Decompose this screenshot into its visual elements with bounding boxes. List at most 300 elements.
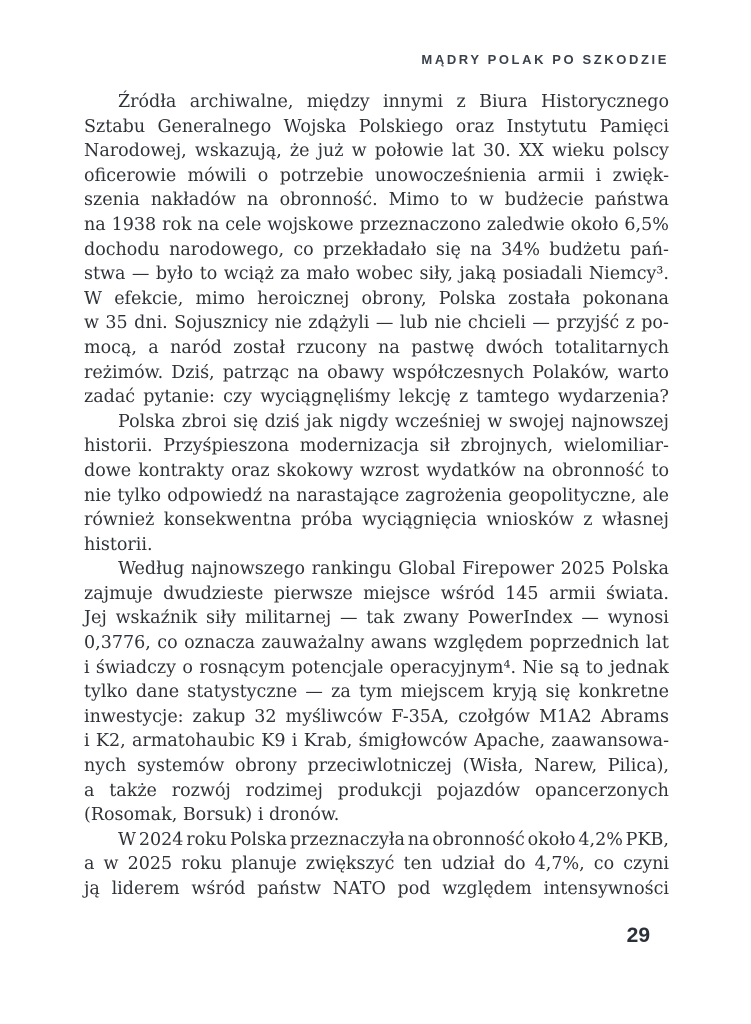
word: wyciągnięcia [361,510,477,531]
word: a [84,780,95,801]
word: ją [84,879,100,899]
word: Mimo [388,190,440,211]
word: na [268,485,291,506]
word: — [131,264,150,285]
word: co [293,239,314,260]
word: Dziś, [171,362,215,383]
text-line [84,877,669,902]
word: Global [398,559,456,580]
word: rok [162,214,192,235]
word: na [378,337,400,358]
text-line [84,828,669,853]
word: Jej [84,608,107,629]
word: nie [434,313,462,334]
word: to [651,460,669,481]
word: było [155,264,194,285]
word: roku [181,854,223,875]
word: siły, [419,264,453,285]
word: geopolityczne, [508,485,637,506]
word: połowie [374,141,444,162]
word: o [257,165,269,186]
text-line [84,656,669,681]
word: totalitarnych [554,337,669,358]
text-line [84,852,669,877]
text-line [84,361,669,386]
body-text [84,90,669,902]
word: Polska [611,559,669,580]
word: narodowego, [169,239,285,260]
word: z [625,313,635,334]
word: obrony, [361,288,427,309]
text-line [84,90,669,115]
word: (Wisła, [462,756,524,777]
word: w [103,854,119,875]
text-line [84,287,669,312]
word: około [527,829,576,850]
text-line [84,508,669,533]
word: posiadali [502,264,583,285]
word: K9 [261,731,286,752]
word: i [595,165,602,186]
word: 1938 [111,214,157,235]
word: pojazdów [436,780,521,801]
word: wskazują, [194,141,282,162]
word: nie [274,313,302,334]
word: konsekwentna [163,510,292,531]
word: na [246,190,269,211]
word: jaką [459,264,497,285]
word: co [593,854,615,875]
word: Generalnego [157,116,272,137]
word: Narodowej, [84,141,187,162]
word: unowocześnienia [374,165,527,186]
word: najnowszej [571,411,669,432]
word: — [305,682,323,703]
word: budżetu [549,239,621,260]
word: że [289,141,310,162]
word: roku [186,829,227,850]
word: lub [399,313,428,334]
word: Firepower [462,559,555,580]
word: militarnej [244,608,332,629]
word: się [545,682,571,703]
word: opancerzonych [535,780,669,801]
word: patrząc [222,362,290,383]
word: to [585,657,604,678]
word: modernizacja [299,436,419,457]
text-line [84,434,669,459]
text-line [84,336,669,361]
word: wyciągnęliśmy [260,387,391,408]
word: wcześniej [394,411,481,432]
word: armatohaubic [131,731,255,752]
word: wojskowe [267,214,354,235]
word: dni. [134,313,168,334]
word: W [84,288,102,309]
word: pastwę [411,337,475,358]
word: ale [642,485,669,506]
word: Polska [118,411,176,432]
word: kryją [492,682,538,703]
word: mało [306,264,350,285]
text-line [84,705,669,730]
word: dziś [264,411,300,432]
word: archiwalne, [189,92,294,112]
word: zwiększyć [305,854,395,875]
word: zwięk- [612,165,669,186]
word: obronność [432,829,525,850]
word: to [199,264,218,285]
word: wielomiliar- [563,436,669,457]
text-line [84,164,669,189]
word: XX [518,141,544,162]
word: czy [223,387,253,408]
word: i [84,657,90,678]
word: czyni [623,854,669,875]
text-line [84,582,669,607]
paragraph [84,828,669,902]
word: potrzebie [279,165,364,186]
word: armii [537,165,585,186]
word: mimo [195,288,245,309]
word: w [478,190,494,211]
word: między [306,92,370,112]
word: Polska [229,829,288,850]
word: państwa [594,190,669,211]
word: Wojska [283,116,347,137]
word: Sojusznicy [174,313,269,334]
word: w [487,411,503,432]
word: myśliwców [285,706,383,727]
word: intensywności [543,879,669,899]
word: dwudzieste [163,583,264,604]
word: przekładało [322,239,427,260]
word: rodzimej [245,780,323,801]
text-line [84,557,669,582]
word: rosnącym [199,657,286,678]
word: wynosi [607,608,669,629]
word: rzucony [296,337,367,358]
word: to [450,190,468,211]
word: dochodu [84,239,160,260]
word: — [340,608,358,629]
word: zwany [403,608,459,629]
word: szenia [84,190,140,211]
word: jednak [609,657,669,678]
word: miejscem [400,682,485,703]
word: świadczy [95,657,177,678]
word: oraz [455,116,495,137]
word: także [109,780,157,801]
word: Niemcy³. [588,264,669,285]
word: wciąż [223,264,274,285]
text-line [84,729,669,754]
word: z [583,510,593,531]
word: mówili [187,165,247,186]
word: wzrost [359,460,420,481]
word: pokonana [582,288,669,309]
page-number: 29 [626,924,650,947]
word: lat [645,633,669,654]
word: historii. [84,436,153,457]
word: w [351,141,367,162]
text-line [84,139,669,164]
word: udział [441,854,495,875]
word: 2025 [127,854,173,875]
word: liderem [111,879,180,899]
word: względem [442,879,532,899]
word: na [522,460,545,481]
word: 4,7%, [534,854,585,875]
word: zdążyli [308,313,370,334]
word: około [570,214,619,235]
word: swojej [508,411,565,432]
word: tylko [84,682,128,703]
word: po- [641,313,669,334]
word: przeznaczyła [289,829,405,850]
word: Historycznego [540,92,669,112]
word: W [118,829,136,850]
word: wieku [551,141,605,162]
word: z [458,387,469,408]
word: nakładów [150,190,236,211]
word: rankingu [311,559,392,580]
word: 32 [254,706,277,727]
word: na [197,214,220,235]
word: 2025 [560,559,606,580]
paragraph [84,557,669,828]
word: na [84,214,106,235]
word: w [84,313,99,334]
word: zbroi [181,411,227,432]
word: Polaków, [532,362,610,383]
text-line [84,188,669,213]
word: innymi [382,92,444,112]
word: PKB, [625,829,669,850]
word: o [182,657,193,678]
word: nie [84,485,112,506]
word: F-35A, [391,706,450,727]
word: 0,3776, [84,633,151,654]
word: Narew, [534,756,598,777]
word: a [84,854,95,875]
word: K2, [95,731,126,752]
word: i [291,731,298,752]
word: obawy [327,362,385,383]
text-line [84,238,669,263]
text-line: historii. [84,534,153,555]
word: pierwsze [273,583,353,604]
word: efekcie, [114,288,184,309]
word: a [148,337,159,358]
word: operacyjnym⁴. [389,657,517,678]
text-line [84,311,669,336]
word: zakup [192,706,246,727]
word: i [84,731,90,752]
word: zbrojnych, [460,436,554,457]
word: ten [403,854,433,875]
word: M1A2 [538,706,592,727]
word: Według [118,559,185,580]
word: lat [451,141,475,162]
word: systemów [136,756,225,777]
word: Pamięci [599,116,669,137]
text-line [84,680,669,705]
word: lekcję [398,387,451,408]
word: Polskiego [358,116,444,137]
word: 2024 [138,829,184,850]
word: co [157,633,178,654]
word: armii [548,583,596,604]
word: budżecie [504,190,584,211]
word: wydatków [426,460,516,481]
word: przeciwlotniczej [307,756,452,777]
word: miejsce [363,583,431,604]
word: zauważalny [261,633,365,654]
word: Pilica), [607,756,669,777]
word: Nie [522,657,554,678]
word: odpowiedź [167,485,263,506]
word: z [456,92,466,112]
word: Źródła [118,92,177,112]
text-line [84,262,669,287]
word: zagrożenia [405,485,502,506]
word: tym [358,682,393,703]
word: już [317,141,344,162]
word: pod [397,879,431,899]
text-line [84,115,669,140]
word: Biura [479,92,528,112]
word: Abrams [600,706,669,727]
word: narastające [296,485,400,506]
word: NATO [332,879,386,899]
text-line [84,754,669,779]
text-line [84,213,669,238]
word: sił [429,436,450,457]
word: dowe [84,460,132,481]
word: dwóch [485,337,544,358]
word: zaawansowa- [551,731,669,752]
word: wniosków [486,510,574,531]
word: obronność [551,460,645,481]
text-line [84,631,669,656]
word: planuje [231,854,297,875]
word: na [470,239,492,260]
text-line: (Rosomak, Borsuk) i dronów. [84,805,340,826]
word: nigdy [339,411,389,432]
word: próba [300,510,353,531]
word: — [375,313,394,334]
word: również [84,510,155,531]
word: mocą, [84,337,137,358]
word: wskaźnik [115,608,198,629]
paragraph [84,410,669,558]
word: Polska [438,288,496,309]
word: oraz [231,460,270,481]
word: 30. [482,141,511,162]
word: są [559,657,580,678]
word: siły [206,608,237,629]
word: jak [306,411,333,432]
word: 145 [505,583,539,604]
word: Krab, [303,731,353,752]
word: 34% [501,239,541,260]
word: zajmuje [84,583,153,604]
word: pytanie: [143,387,215,408]
word: za [331,682,351,703]
word: została [508,288,571,309]
word: potencjale [291,657,384,678]
word: świata. [605,583,669,604]
word: został [233,337,286,358]
word: — [532,313,550,334]
word: poprzednich [529,633,640,654]
word: cele [225,214,262,235]
word: za [280,264,300,285]
word: kontrakty [138,460,224,481]
word: Sztabu [84,116,146,137]
word: Instytutu [506,116,588,137]
word: wśród [191,879,246,899]
word: chcieli [467,313,526,334]
running-header: MĄDRY POLAK PO SZKODZIE [421,52,669,67]
word: czołgów [458,706,531,727]
word: PowerIndex [467,608,573,629]
word: wydarzenia? [557,387,669,408]
word: przyjść [556,313,620,334]
word: produkcji [337,780,422,801]
word: Przyśpieszona [163,436,290,457]
word: warto [617,362,669,383]
text-line [84,779,669,804]
word: — [581,608,599,629]
word: tylko [117,485,162,506]
word: konkretne [578,682,669,703]
word: śmigłowców [358,731,468,752]
word: wobec [356,264,414,285]
word: na [297,362,319,383]
word: heroicznej [257,288,350,309]
word: stwa [84,264,126,285]
word: zaledwie [486,214,565,235]
word: statystyczne [187,682,298,703]
word: 35 [105,313,128,334]
word: oficerowie [84,165,177,186]
word: państw [257,879,322,899]
text-line [84,484,669,509]
word: na [407,829,430,850]
word: 4,2% [578,829,623,850]
word: polscy [612,141,669,162]
word: naród [170,337,222,358]
word: awans [370,633,427,654]
text-line [84,606,669,631]
text-line [84,459,669,484]
word: wśród [440,583,495,604]
word: obrony [235,756,297,777]
word: względem [433,633,523,654]
word: się [233,411,259,432]
paragraph [84,90,669,410]
word: przeznaczono [359,214,481,235]
word: 6,5% [624,214,669,235]
word: obronność. [279,190,378,211]
word: oznacza [184,633,256,654]
word: własnej [601,510,669,531]
word: Apache, [473,731,546,752]
word: tamtego [476,387,550,408]
word: dane [135,682,180,703]
